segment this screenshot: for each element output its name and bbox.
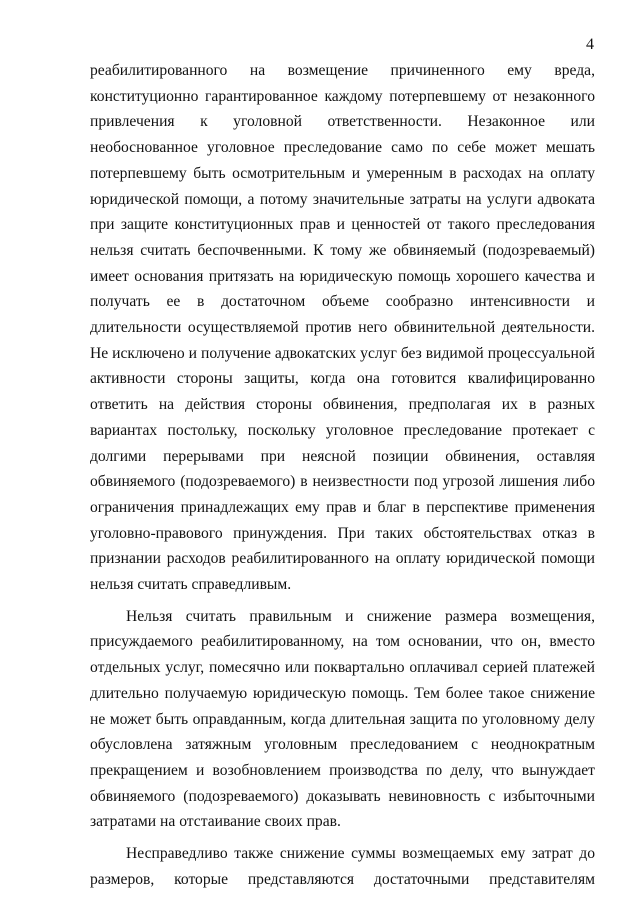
page-number: 4 [586,36,594,53]
paragraph-3: Несправедливо также снижение суммы возмещаемых ему затрат до размеров, которые представляются достаточными представителям [90,845,595,888]
paragraph-2: Нельзя считать правильным и снижение размера возмещения, присуждаемого реабилитированному, на том основании, что он, вместо отдельных услуг, помесячно или поквартально оплачивал серией платежей длительно получаемую юридическую помощь. Тем более такое снижение не может быть оправданным, когда длительная защита по уголовному делу обусловлена затяжным уголовным преследованием с неоднократным прекращением и возобновлением производства по делу, что вынуждает обвиняемого (подозреваемого) доказывать невиновность с избыточными затратами на отстаивание своих прав. [90,607,595,831]
paragraph-1: реабилитированного на возмещение причиненного ему вреда, конституционно гарантированное каждому потерпевшему от незаконного привлечения к уголовной ответственности. Незаконное или необоснованное уголовное преследование само по себе может мешать потерпевшему быть осмотрительным и умеренным в расходах на оплату юридической помощи, а потому значительные затраты на услуги адвоката при защите конституционных прав и ценностей от такого преследования нельзя считать беспочвенными. К тому же обвиняемый (подозреваемый) имеет основания притязать на юридическую помощь хорошего качества и получать ее в достаточном объеме сообразно интенсивности и длительности осуществляемой против него обвинительной деятельности. Не исключено и получение адвокатских услуг без видимой процессуальной активности стороны защиты, когда она готовится квалифицированно ответить на действия стороны обвинения, предполагая их в разных вариантах постольку, поскольку уголовное преследование протекает с долгими перерывами при неясной позиции обвинения, оставляя обвиняемого (подозреваемого) в неизвестности под угрозой лишения либо ограничения принадлежащих ему прав и благ в перспективе применения уголовно-правового принуждения. При таких обстоятельствах отказ в признании расходов реабилитированного на оплату юридической помощи нельзя считать справедливым. [90,62,595,594]
body-text [90,58,595,893]
